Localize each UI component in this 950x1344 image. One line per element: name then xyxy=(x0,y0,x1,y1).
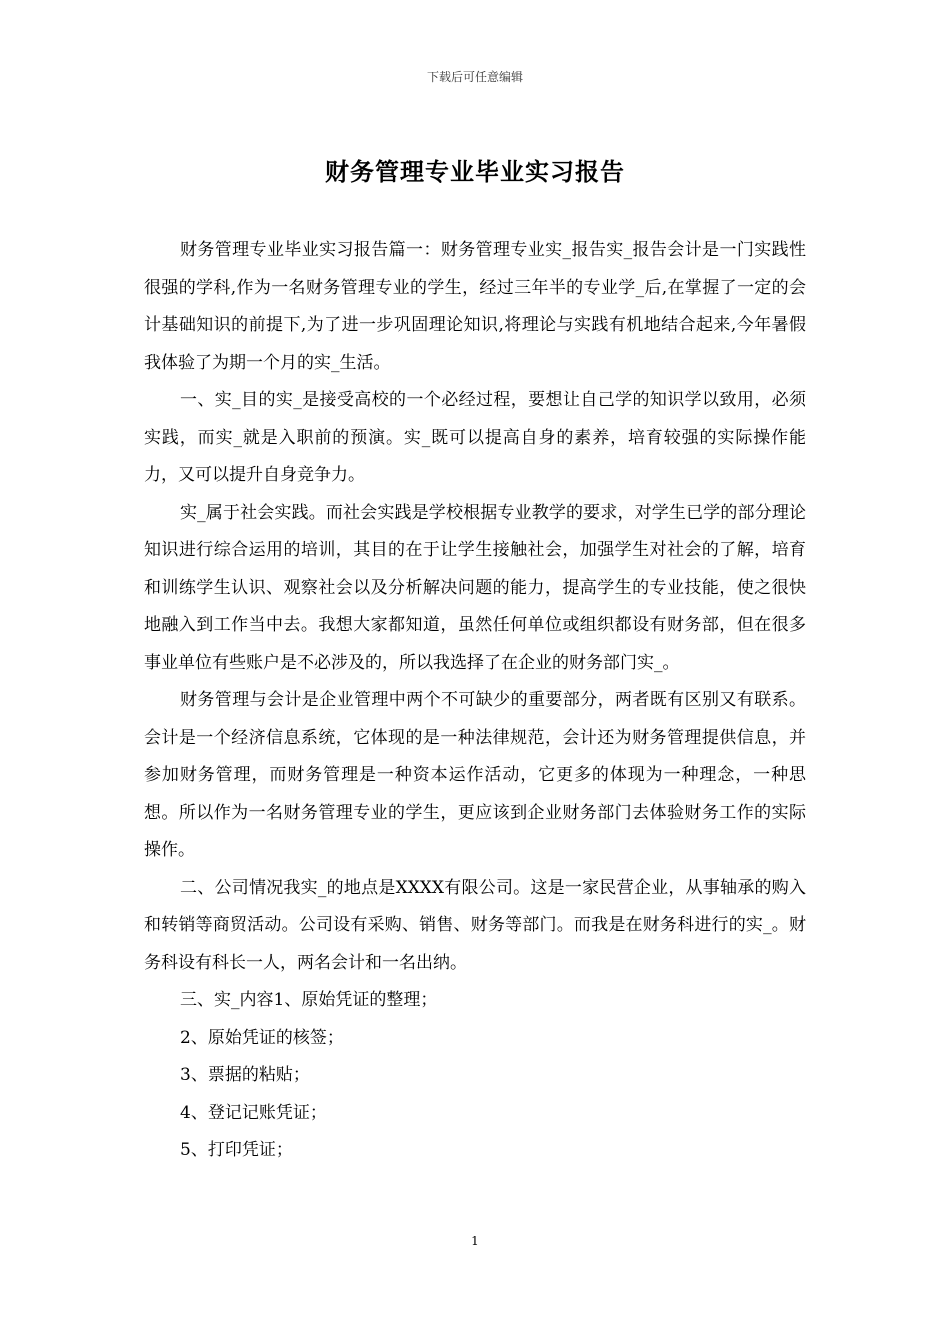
list-item: 4、登记记账凭证； xyxy=(180,1102,327,1123)
paragraph-company-info: 二、公司情况我实_的地点是XXXX有限公司。这是一家民营企业，从事轴承的购入和转销等商贸活动。公司设有采购、销售、财务等部门。而我是在财务科进行的实_。财务科设有科长一人，两名会计和一名出纳。 xyxy=(144,877,806,973)
header-note: 下载后可任意编辑 xyxy=(426,70,523,84)
document-title: 财务管理专业毕业实习报告 xyxy=(325,157,625,186)
list-item: 2、原始凭证的核签； xyxy=(180,1027,344,1048)
list-item: 3、票据的粘贴； xyxy=(180,1065,310,1085)
paragraph-finance-accounting: 财务管理与会计是企业管理中两个不可缺少的重要部分，两者既有区别又有联系。会计是一个经济信息系统，它体现的是一种法律规范，会计还为财务管理提供信息，并参加财务管理，而财务管理是一种资本运作活动，它更多的体现为一种理念，一种思想。所以作为一名财务管理专业的学生，更应该到企业财务部门去体验财务工作的实际操作。 xyxy=(144,690,806,860)
list-item: 三、实_内容1、原始凭证的整理； xyxy=(180,990,438,1010)
paragraph-intro: 财务管理专业毕业实习报告篇一：财务管理专业实_报告实_报告会计是一门实践性很强的学科,作为一名财务管理专业的学生，经过三年半的专业学_后,在掌握了一定的会计基础知识的前提下,为了进一步巩固理论知识,将理论与实践有机地结合起来,今年暑假我体验了为期一个月的实_生活。 xyxy=(144,240,806,373)
paragraph-social-practice: 实_属于社会实践。而社会实践是学校根据专业教学的要求，对学生已学的部分理论知识进行综合运用的培训，其目的在于让学生接触社会，加强学生对社会的了解，培育和训练学生认识、观察社会以及分析解决问题的能力，提高学生的专业技能，使之很快地融入到工作当中去。我想大家都知道，虽然任何单位或组织都设有财务部，但在很多事业单位有些账户是不必涉及的，所以我选择了在企业的财务部门实_。 xyxy=(144,502,806,673)
document-body xyxy=(144,232,806,1170)
paragraph-purpose: 一、实_目的实_是接受高校的一个必经过程，要想让自己学的知识学以致用，必须实践，而实_就是入职前的预演。实_既可以提高自身的素养，培育较强的实际操作能力，又可以提升自身竞争力。 xyxy=(144,390,806,485)
list-item: 5、打印凭证； xyxy=(180,1140,293,1160)
page-number: 1 xyxy=(471,1234,479,1248)
